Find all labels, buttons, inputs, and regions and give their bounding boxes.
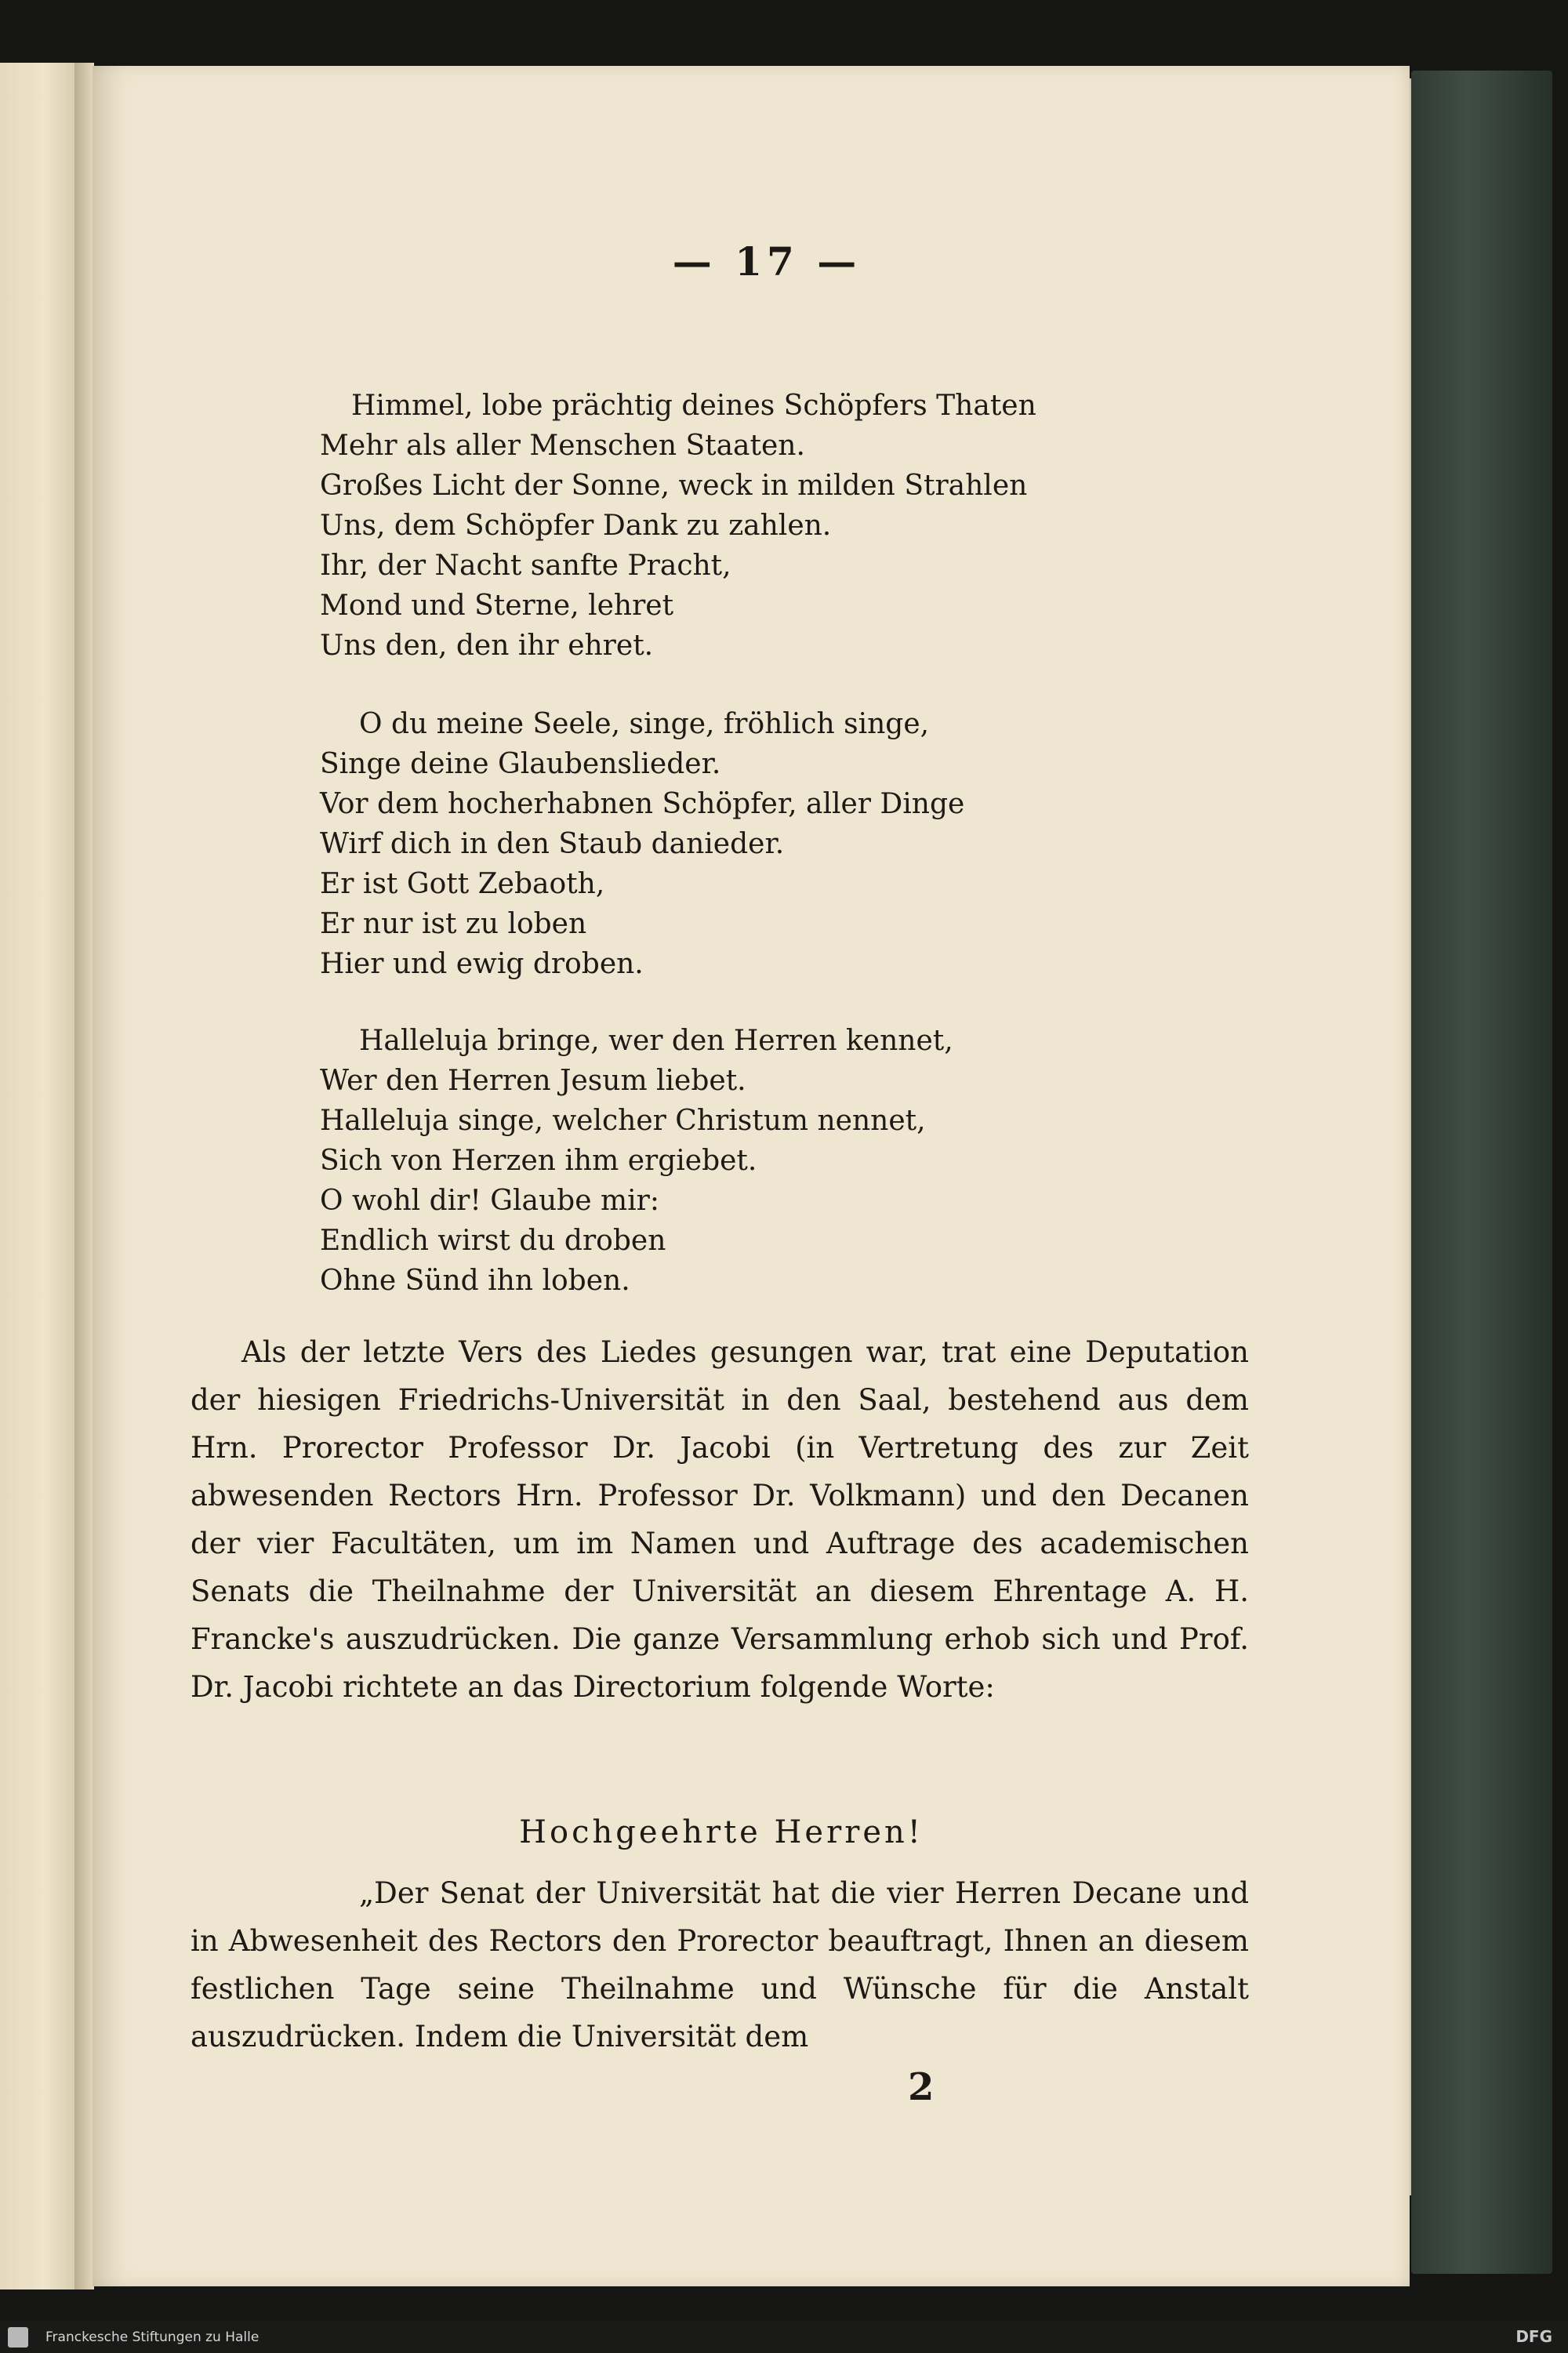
verse-line: O wohl dir! Glaube mir: bbox=[320, 1185, 659, 1217]
verse-2 bbox=[320, 704, 964, 984]
dfg-logo: DFG bbox=[1515, 2327, 1552, 2346]
verse-line: Großes Licht der Sonne, weck in milden Strahlen bbox=[320, 470, 1028, 502]
footer-institution: Franckesche Stiftungen zu Halle bbox=[45, 2329, 260, 2345]
verse-line: Uns den, den ihr ehret. bbox=[320, 630, 654, 662]
verse-line: Sich von Herzen ihm ergiebet. bbox=[320, 1145, 757, 1177]
signature-mark: 2 bbox=[908, 2065, 935, 2109]
page-text bbox=[93, 66, 1410, 2286]
salutation: Hochgeehrte Herren! bbox=[519, 1814, 924, 1850]
verse-line: Endlich wirst du droben bbox=[320, 1225, 666, 1257]
book-page bbox=[93, 66, 1410, 2286]
verse-line: Wirf dich in den Staub danieder. bbox=[320, 828, 785, 860]
verse-line: Er nur ist zu loben bbox=[320, 908, 587, 940]
verse-line: Ihr, der Nacht sanfte Pracht, bbox=[320, 550, 731, 582]
verse-line: Himmel, lobe prächtig deines Schöpfers Thaten bbox=[351, 390, 1036, 422]
verse-line: Uns, dem Schöpfer Dank zu zahlen. bbox=[320, 510, 832, 542]
verse-1 bbox=[320, 386, 1036, 666]
verse-line: Vor dem hocherhabnen Schöpfer, aller Dinge bbox=[320, 788, 965, 820]
verse-line: Mond und Sterne, lehret bbox=[320, 590, 674, 622]
verse-line: Halleluja singe, welcher Christum nennet, bbox=[320, 1105, 926, 1137]
book-gutter bbox=[74, 63, 94, 2289]
verse-line: Halleluja bringe, wer den Herren kennet, bbox=[359, 1025, 953, 1057]
institution-logo-icon bbox=[8, 2327, 28, 2348]
verse-line: Er ist Gott Zebaoth, bbox=[320, 868, 605, 900]
verse-line: Wer den Herren Jesum liebet. bbox=[320, 1065, 746, 1097]
facing-page-edge bbox=[0, 63, 74, 2289]
verse-line: O du meine Seele, singe, fröhlich singe, bbox=[359, 708, 930, 740]
verse-line: Mehr als aller Menschen Staaten. bbox=[320, 430, 805, 462]
verse-3 bbox=[320, 1021, 953, 1301]
verse-line: Singe deine Glaubenslieder. bbox=[320, 748, 721, 780]
verse-line: Ohne Sünd ihn loben. bbox=[320, 1265, 630, 1297]
footer-bar bbox=[0, 2321, 1568, 2353]
book-cover bbox=[1411, 71, 1552, 2274]
verse-line: Hier und ewig droben. bbox=[320, 948, 644, 980]
paragraph-speech: „Der Senat der Universität hat die vier Herren Decane und in Abwesenheit des Rectors den Prorector beauftragt, Ihnen an diesem festlichen Tage seine Theilnahme und Wünsche für die Anstalt auszudrücken. Indem die Universität dem bbox=[191, 1876, 1249, 2053]
page-header: — 17 — bbox=[672, 238, 862, 285]
paragraph-deputation: Als der letzte Vers des Liedes gesungen war, trat eine Deputation der hiesigen Friedrichs-Universität in den Saal, bestehend aus dem Hrn. Prorector Professor Dr. Jacobi (in Vertretung des zur Zeit abwesenden Rectors Hrn. Professor Dr. Volkmann) und den Decanen der vier Facultäten, um im Namen und Auftrage des academischen Senats die Theilnahme der Universität an diesem Ehrentage A. H. Francke's auszudrücken. Die ganze Versammlung erhob sich und Prof. Dr. Jacobi richtete an das Directorium folgende Worte: bbox=[191, 1335, 1249, 1704]
